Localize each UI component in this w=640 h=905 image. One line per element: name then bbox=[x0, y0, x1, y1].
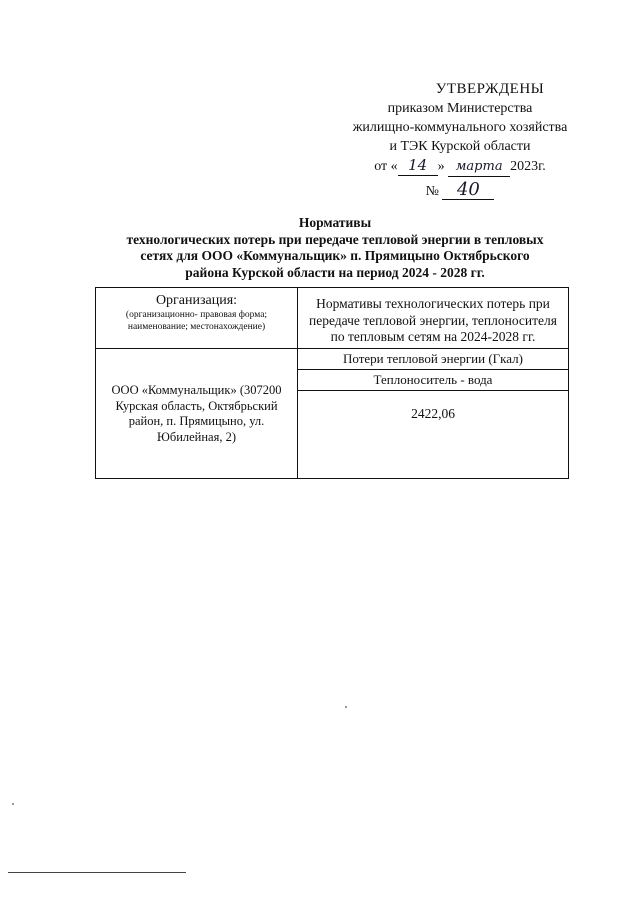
date-day-handwritten: 14 bbox=[398, 156, 438, 176]
approval-number bbox=[330, 181, 590, 201]
footnote-divider bbox=[8, 872, 186, 873]
approval-date bbox=[330, 156, 590, 177]
table-header-row bbox=[96, 288, 569, 349]
title-line-4: района Курской области на период 2024 - 2028 гг. bbox=[185, 264, 485, 280]
number-handwritten: 40 bbox=[442, 181, 494, 200]
title-line-1: Нормативы bbox=[298, 215, 372, 230]
norm-header-cell bbox=[298, 288, 569, 349]
scan-speck bbox=[345, 706, 347, 708]
approval-line-1: приказом Министерства bbox=[387, 101, 533, 116]
date-year: 2023г. bbox=[510, 159, 546, 174]
loss-cell bbox=[298, 349, 569, 479]
date-month-handwritten: марта bbox=[448, 157, 510, 177]
norm-header: Нормативы технологических потерь при передаче тепловой энергии, теплоносителя по тепловым сетям на 2024-2028 гг. bbox=[309, 296, 557, 344]
date-mid: » bbox=[437, 159, 445, 174]
approval-heading: УТВЕРЖДЕНЫ bbox=[435, 81, 545, 97]
approval-line-2: жилищно-коммунального хозяйства bbox=[352, 120, 568, 135]
date-prefix: от « bbox=[374, 159, 398, 174]
title-line-2: технологических потерь при передаче тепловой энергии в тепловых bbox=[126, 231, 544, 247]
org-header: Организация: bbox=[155, 293, 238, 308]
number-prefix: № bbox=[425, 184, 439, 199]
org-subheader: (организационно- правовая форма; наименование; местонахождение) bbox=[125, 310, 268, 332]
title-line-3: сетях для ООО «Коммунальщик» п. Прямицыно Октябрьского bbox=[140, 248, 530, 263]
approval-block bbox=[330, 80, 590, 201]
approval-line-3: и ТЭК Курской области bbox=[389, 139, 531, 154]
table-row bbox=[96, 349, 569, 479]
norms-table bbox=[95, 287, 569, 479]
org-value-cell bbox=[96, 349, 298, 479]
carrier-header: Теплоноситель - вода bbox=[298, 370, 568, 391]
document-title bbox=[100, 215, 570, 281]
org-header-cell bbox=[96, 288, 298, 349]
org-value: ООО «Коммунальщик» (307200 Курская область, Октябрьский район, п. Прямицыно, ул. Юбилейная, 2) bbox=[111, 383, 282, 444]
loss-header: Потери тепловой энергии (Гкал) bbox=[298, 349, 568, 370]
scan-speck bbox=[12, 803, 14, 805]
loss-value: 2422,06 bbox=[411, 406, 455, 421]
